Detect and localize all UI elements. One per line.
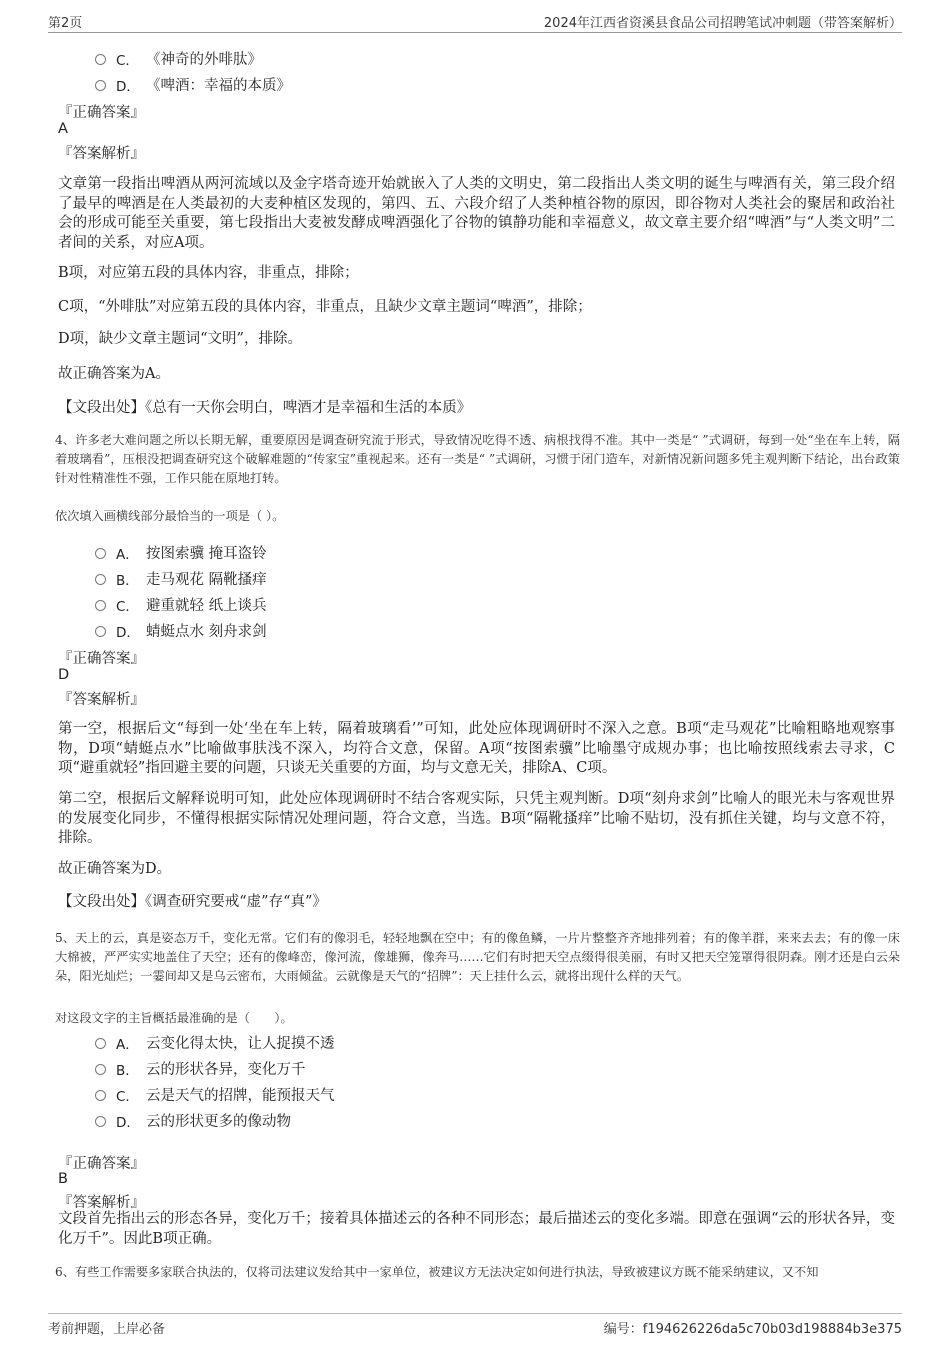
document-title: 2024年江西省资溪县食品公司招聘笔试冲刺题（带答案解析） — [543, 16, 902, 31]
option-text: 蜻蜓点水 刻舟求剑 — [146, 624, 267, 640]
q3-analysis-paragraph: 文章第一段指出啤酒从两河流域以及金字塔奇迹开始就嵌入了人类的文明史，第二段指出人类文明的诞生与啤酒有关，第三段介绍了最早的啤酒是在人类最初的大麦种植区发现的，第四、五、六段介绍了人类种植谷物的原因，即谷物对人类社会的聚居和政治社会的形成可能至关重要，第七段指出大麦被发酵成啤酒强化了谷物的镇静功能和幸福意义，故文章主要介绍“啤酒”与“人类文明”二者间的关系，对应A项。 — [58, 176, 895, 251]
q4-conclusion: 故正确答案为D。 — [58, 861, 172, 877]
option-letter: B． — [116, 1062, 139, 1079]
option-letter: D． — [116, 78, 140, 95]
option-letter: A． — [116, 546, 139, 563]
q4-option-c[interactable] — [95, 594, 267, 615]
q3-answer-label: 『正确答案』 — [58, 105, 145, 121]
q3-option-c[interactable] — [95, 48, 262, 69]
option-letter: A． — [116, 1036, 139, 1053]
q3-conclusion: 故正确答案为A。 — [58, 366, 170, 382]
option-text: 云的形状更多的像动物 — [146, 1114, 291, 1130]
radio-icon[interactable] — [95, 548, 106, 559]
q5-analysis: 文段首先指出云的形态各异，变化万千；接着具体描述云的各种不同形态；最后描述云的变化多端。即意在强调“云的形状各异，变化万千”。因此B项正确。 — [58, 1211, 895, 1247]
q5-answer: B — [58, 1171, 68, 1187]
option-letter: C． — [116, 598, 139, 615]
q4-answer: D — [58, 667, 70, 683]
option-text: 《啤酒：幸福的本质》 — [146, 78, 291, 94]
option-text: 云变化得太快，让人捉摸不透 — [146, 1036, 335, 1052]
option-letter: D． — [116, 1114, 140, 1131]
footer-slogan: 考前押题，上岸必备 — [48, 1322, 166, 1337]
q3-option-d[interactable] — [95, 74, 291, 95]
radio-icon[interactable] — [95, 54, 106, 65]
q5-answer-label: 『正确答案』 — [58, 1156, 145, 1172]
q3-analysis-b: B项，对应第五段的具体内容，非重点，排除； — [58, 265, 359, 281]
option-text: 按图索骥 掩耳盗铃 — [146, 546, 267, 562]
q4-analysis-second-blank: 第二空，根据后文解释说明可知，此处应体现调研时不结合客观实际，只凭主观判断。D项“刻舟求剑”比喻人的眼光未与客观世界的发展变化同步，不懂得根据实际情况处理问题，符合文意，当选。B项“隔靴搔痒”比喻不贴切，没有抓住关键，均与文意不符，排除。 — [58, 791, 895, 846]
q4-option-a[interactable] — [95, 542, 267, 563]
document-id: 编号：f194626226da5c70b03d198884b3e375 — [603, 1322, 902, 1337]
q5-option-a[interactable] — [95, 1032, 335, 1053]
option-text: 云是天气的招牌，能预报天气 — [146, 1088, 335, 1104]
q6-stem: 6、有些工作需要多家联合执法的，仅将司法建议发给其中一家单位，被建议方无法决定如何进行执法，导致被建议方既不能采纳建议，又不知 — [55, 1265, 819, 1279]
radio-icon[interactable] — [95, 80, 106, 91]
option-letter: B． — [116, 572, 139, 589]
option-letter: D． — [116, 624, 140, 641]
q4-source: 【文段出处】《调查研究要戒“虚”存“真”》 — [58, 894, 327, 910]
q5-prompt: 对这段文字的主旨概括最准确的是（ ）。 — [55, 1011, 293, 1025]
radio-icon[interactable] — [95, 1064, 106, 1075]
option-text: 避重就轻 纸上谈兵 — [146, 598, 267, 614]
page-number: 第2页 — [48, 16, 83, 31]
q5-option-b[interactable] — [95, 1058, 306, 1079]
radio-icon[interactable] — [95, 1038, 106, 1049]
q4-analysis-label: 『答案解析』 — [58, 692, 145, 708]
q3-analysis-d: D项，缺少文章主题词“文明”，排除。 — [58, 331, 302, 347]
option-letter: C． — [116, 52, 139, 69]
option-text: 云的形状各异，变化万千 — [146, 1062, 306, 1078]
option-text: 《神奇的外啡肽》 — [146, 52, 262, 68]
q5-stem: 5、天上的云，真是姿态万千，变化无常。它们有的像羽毛，轻轻地飘在空中；有的像鱼鳞，一片片整整齐齐地排列着；有的像羊群，来来去去；有的像一床大棉被，严严实实地盖住了天空；还有的像峰峦，像河流，像雄狮，像奔马……它们有时把天空点缀得很美丽，有时又把天空笼罩得很阴森。刚才还是白云朵朵，阳光灿烂；一霎间却又是乌云密布，大雨倾盆。云就像是天气的“招牌”：天上挂什么云，就将出现什么样的天气。 — [55, 931, 900, 983]
q3-analysis-c: C项，“外啡肽”对应第五段的具体内容，非重点，且缺少文章主题词“啤酒”，排除； — [58, 299, 592, 315]
q4-answer-label: 『正确答案』 — [58, 651, 145, 667]
q5-option-d[interactable] — [95, 1110, 291, 1131]
q4-option-d[interactable] — [95, 620, 267, 641]
q5-option-c[interactable] — [95, 1084, 335, 1105]
radio-icon[interactable] — [95, 574, 106, 585]
option-letter: C． — [116, 1088, 139, 1105]
radio-icon[interactable] — [95, 1116, 106, 1127]
radio-icon[interactable] — [95, 626, 106, 637]
q4-option-b[interactable] — [95, 568, 267, 589]
page-header — [48, 10, 902, 33]
q3-answer: A — [58, 121, 68, 137]
q3-analysis-label: 『答案解析』 — [58, 146, 145, 162]
q4-prompt: 依次填入画横线部分最恰当的一项是（ ）。 — [55, 509, 285, 523]
page-footer — [48, 1313, 902, 1338]
radio-icon[interactable] — [95, 600, 106, 611]
q3-source: 【文段出处】《总有一天你会明白，啤酒才是幸福和生活的本质》 — [58, 400, 472, 416]
q4-analysis-first-blank: 第一空，根据后文“每到一处‘坐在车上转，隔着玻璃看’”可知，此处应体现调研时不深入之意。B项“走马观花”比喻粗略地观察事物，D项“蜻蜓点水”比喻做事肤浅不深入，均符合文意，保留。A项“按图索骥”比喻墨守成规办事；也比喻按照线索去寻求，C项“避重就轻”指回避主要的问题，只谈无关重要的方面，均与文意无关，排除A、C项。 — [58, 721, 895, 776]
q4-stem: 4、许多老大难问题之所以长期无解，重要原因是调查研究流于形式，导致情况吃得不透、病根找得不准。其中一类是“ ”式调研，每到一处“坐在车上转，隔着玻璃看”，压根没把调查研究这个破解难题的“传家宝”重视起来。还有一类是“ ”式调研，习惯于闭门造车，对新情况新问题多凭主观判断下结论，出台政策针对性精准性不强，工作只能在原地打转。 — [55, 433, 900, 485]
option-text: 走马观花 隔靴搔痒 — [146, 572, 267, 588]
q5-analysis-label: 『答案解析』 — [58, 1195, 145, 1211]
radio-icon[interactable] — [95, 1090, 106, 1101]
